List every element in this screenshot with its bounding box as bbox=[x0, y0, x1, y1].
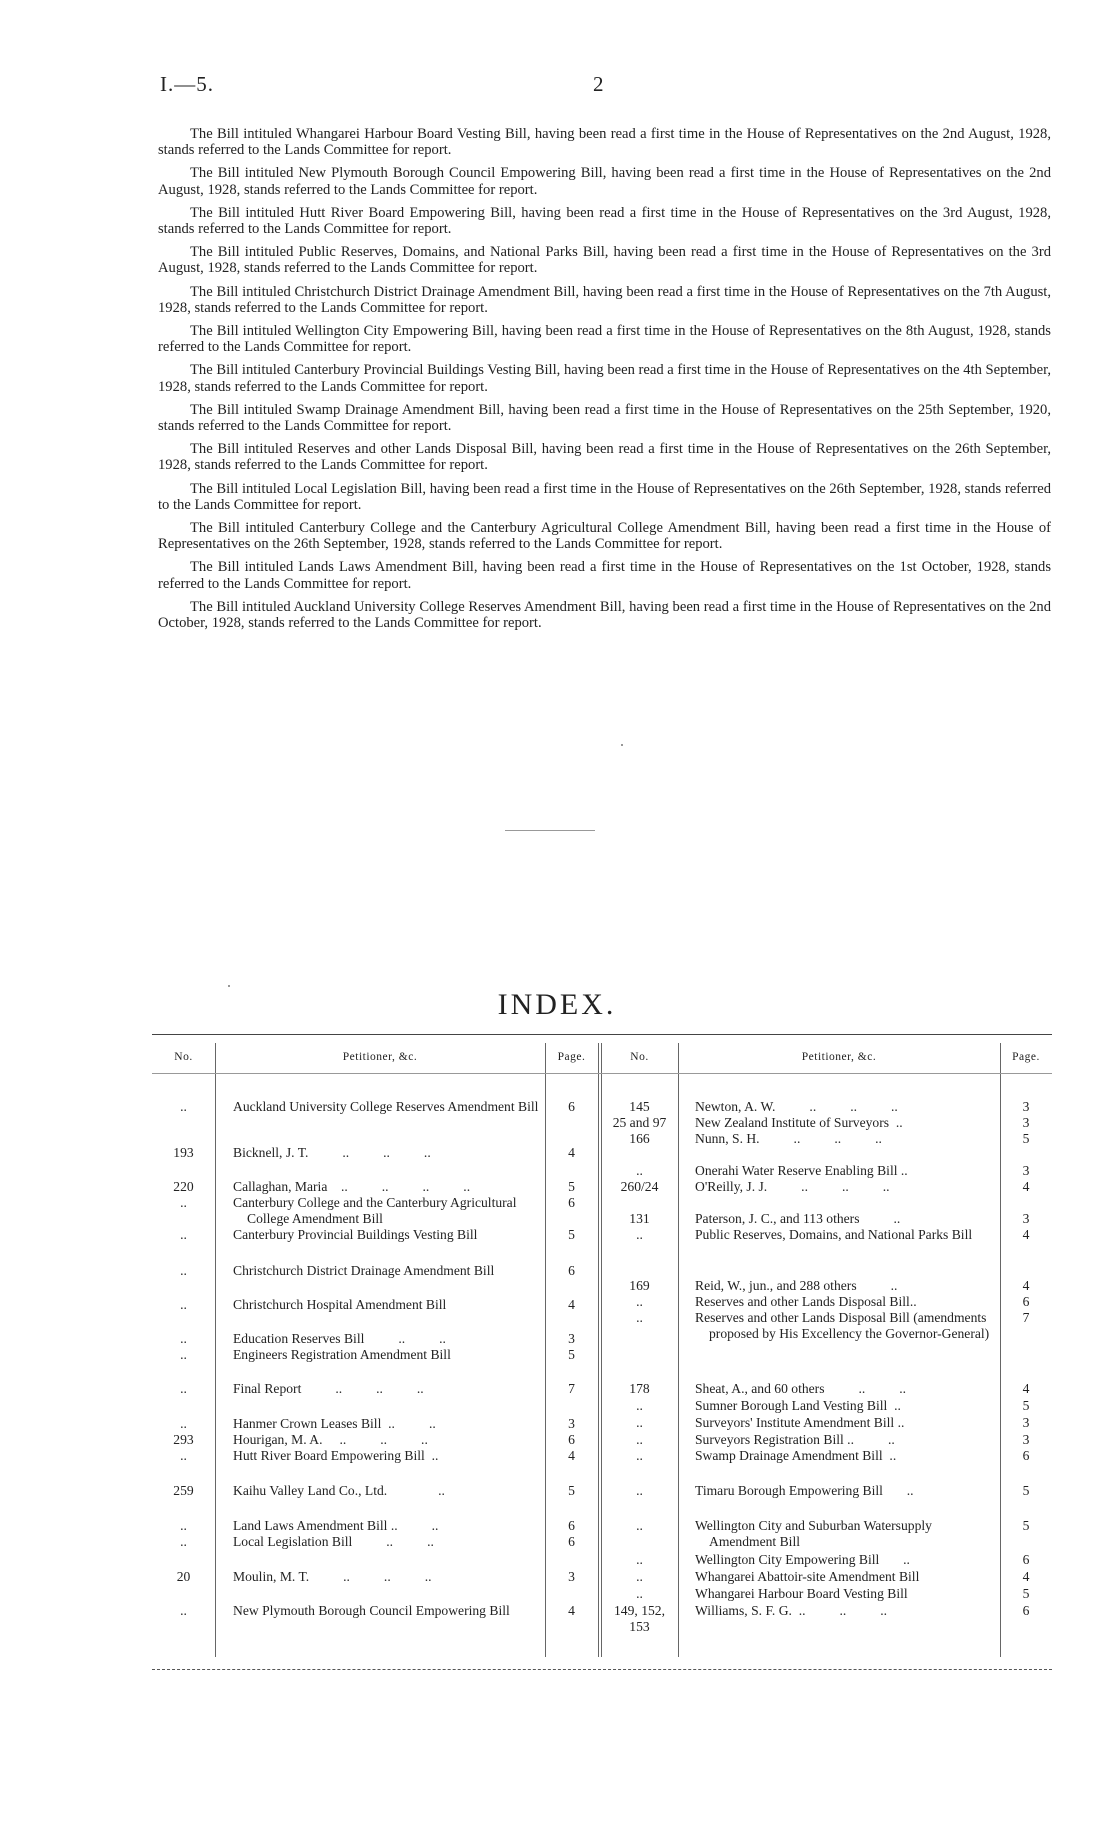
column-rule bbox=[678, 1043, 679, 1657]
entry-number: .. bbox=[636, 1518, 643, 1533]
bill-paragraph: The Bill intituled Reserves and other Lands Disposal Bill, having been read a first time in the House of Representatives on the 26th September, 1928, stands referred to the Lands Committee for report. bbox=[158, 441, 1051, 474]
entry-page: 5 bbox=[568, 1227, 575, 1242]
entry-number: .. bbox=[636, 1552, 643, 1567]
entry-petitioner: Christchurch District Drainage Amendment Bill bbox=[233, 1263, 495, 1278]
print-speck bbox=[228, 985, 230, 987]
entry-petitioner: Whangarei Abattoir-site Amendment Bill bbox=[695, 1569, 920, 1584]
entry-number: 166 bbox=[629, 1131, 650, 1146]
entry-page: 4 bbox=[568, 1297, 575, 1312]
bill-referrals bbox=[158, 126, 1051, 638]
entry-number: 293 bbox=[173, 1432, 194, 1447]
entry-number: 131 bbox=[629, 1211, 650, 1226]
entry-page: 3 bbox=[1022, 1163, 1030, 1178]
entry-number: .. bbox=[180, 1381, 187, 1396]
entry-page: 4 bbox=[1022, 1569, 1030, 1584]
entry-page: 3 bbox=[568, 1416, 575, 1431]
index-title: INDEX. bbox=[497, 988, 617, 1021]
entry-page: 4 bbox=[1022, 1278, 1030, 1293]
column-header-petitioner: Petitioner, &c. bbox=[801, 1051, 877, 1063]
bill-paragraph: The Bill intituled New Plymouth Borough Council Empowering Bill, having been read a first time in the House of Representatives on the 2nd August, 1928, stands referred to the Lands Committee for report. bbox=[158, 165, 1051, 198]
bill-paragraph: The Bill intituled Canterbury College and the Canterbury Agricultural College Amendment Bill, having been read a first time in the House of Representatives on the 26th September, 1928, stands referred to the Lands Committee for report. bbox=[158, 520, 1051, 553]
entry-page: 5 bbox=[1022, 1398, 1030, 1413]
page-header bbox=[160, 72, 960, 102]
entry-number: .. bbox=[636, 1432, 643, 1447]
header-rule bbox=[152, 1073, 1052, 1074]
entry-page: 4 bbox=[1022, 1179, 1030, 1194]
entry-page: 4 bbox=[1022, 1381, 1030, 1396]
entry-number: 178 bbox=[629, 1381, 650, 1396]
entry-number: .. bbox=[636, 1569, 643, 1584]
entry-page: 6 bbox=[568, 1518, 575, 1533]
entry-page: 5 bbox=[568, 1179, 575, 1194]
bill-paragraph: The Bill intituled Swamp Drainage Amendment Bill, having been read a first time in the House of Representatives on the 25th September, 1920, stands referred to the Lands Committee for report. bbox=[158, 401, 1051, 435]
entry-page: 6 bbox=[568, 1432, 575, 1447]
entry-page: 5 bbox=[1022, 1518, 1030, 1533]
entry-page: 3 bbox=[568, 1569, 575, 1584]
entry-page: 5 bbox=[568, 1483, 575, 1498]
entry-petitioner: Kaihu Valley Land Co., Ltd. .. bbox=[233, 1483, 445, 1498]
entry-page: 6 bbox=[1022, 1552, 1030, 1567]
entry-number: .. bbox=[180, 1534, 187, 1549]
entry-number: .. bbox=[180, 1195, 187, 1210]
entry-petitioner: Auckland University College Reserves Amendment Bill bbox=[233, 1099, 539, 1114]
print-speck bbox=[621, 744, 623, 746]
entry-petitioner: New Plymouth Borough Council Empowering Bill bbox=[233, 1603, 510, 1618]
entry-page: 3 bbox=[1022, 1432, 1030, 1447]
entry-petitioner: Nunn, S. H. .. .. .. bbox=[695, 1131, 882, 1146]
bill-paragraph: The Bill intituled Public Reserves, Domains, and National Parks Bill, having been read a first time in the House of Representatives on the 3rd August, 1928, stands referred to the Lands Committee for report. bbox=[158, 244, 1051, 277]
entry-petitioner: Callaghan, Maria .. .. .. .. bbox=[233, 1179, 471, 1194]
entry-petitioner: Education Reserves Bill .. .. bbox=[233, 1331, 446, 1346]
entry-petitioner: Newton, A. W. .. .. .. bbox=[695, 1099, 898, 1114]
entry-petitioner: Final Report .. .. .. bbox=[233, 1381, 424, 1396]
section-divider bbox=[505, 830, 595, 831]
entry-petitioner: Moulin, M. T. .. .. .. bbox=[233, 1569, 432, 1584]
entry-petitioner: Christchurch Hospital Amendment Bill bbox=[233, 1297, 447, 1312]
page-number: 2 bbox=[593, 72, 604, 96]
entry-number: .. bbox=[180, 1448, 187, 1463]
entry-page: 6 bbox=[568, 1263, 575, 1278]
entry-petitioner: Hourigan, M. A. .. .. .. bbox=[233, 1432, 428, 1447]
entry-petitioner: Surveyors' Institute Amendment Bill .. bbox=[695, 1415, 905, 1430]
entry-page: 3 bbox=[568, 1331, 575, 1346]
entry-number: .. bbox=[636, 1448, 643, 1463]
entry-page: 6 bbox=[1022, 1603, 1030, 1618]
entry-petitioner: Canterbury Provincial Buildings Vesting Bill bbox=[233, 1227, 478, 1242]
entry-page: 4 bbox=[568, 1145, 575, 1160]
entry-number: 20 bbox=[176, 1569, 191, 1584]
entry-number: 259 bbox=[173, 1483, 194, 1498]
entry-petitioner: Sheat, A., and 60 others .. .. bbox=[695, 1381, 907, 1396]
entry-number: .. bbox=[180, 1518, 187, 1533]
entry-petitioner: Reid, W., jun., and 288 others .. bbox=[695, 1278, 898, 1293]
document-reference: I.—5. bbox=[160, 72, 214, 96]
entry-number: 25 and 97 bbox=[612, 1115, 667, 1130]
entry-number: .. bbox=[180, 1099, 187, 1114]
column-rule bbox=[215, 1043, 216, 1657]
bill-paragraph: The Bill intituled Wellington City Empowering Bill, having been read a first time in the House of Representatives on the 8th August, 1928, stands referred to the Lands Committee for report. bbox=[158, 323, 1051, 356]
entry-page: 4 bbox=[1022, 1227, 1030, 1242]
entry-petitioner: Reserves and other Lands Disposal Bill.. bbox=[695, 1294, 917, 1309]
entry-page: 6 bbox=[1022, 1294, 1030, 1309]
entry-page: 5 bbox=[1022, 1483, 1030, 1498]
column-header-no: No. bbox=[174, 1051, 193, 1063]
entry-petitioner: Land Laws Amendment Bill .. .. bbox=[233, 1518, 439, 1533]
entry-number: .. bbox=[636, 1294, 643, 1309]
entry-petitioner: Bicknell, J. T. .. .. .. bbox=[233, 1145, 431, 1160]
entry-number: 260/24 bbox=[620, 1179, 659, 1194]
entry-number: .. bbox=[180, 1331, 187, 1346]
entry-petitioner: Williams, S. F. G. .. .. .. bbox=[695, 1603, 888, 1618]
entry-petitioner: New Zealand Institute of Surveyors .. bbox=[695, 1115, 903, 1130]
entry-petitioner: Timaru Borough Empowering Bill .. bbox=[695, 1483, 914, 1498]
entry-page: 7 bbox=[568, 1381, 575, 1396]
entry-petitioner: Whangarei Harbour Board Vesting Bill bbox=[695, 1586, 908, 1601]
column-rule bbox=[598, 1043, 599, 1657]
entry-petitioner: Surveyors Registration Bill .. .. bbox=[695, 1432, 895, 1447]
entry-number: 193 bbox=[173, 1145, 194, 1160]
entry-number: .. bbox=[636, 1415, 643, 1430]
column-header-petitioner: Petitioner, &c. bbox=[342, 1051, 418, 1063]
entry-petitioner: Wellington City Empowering Bill .. bbox=[695, 1552, 910, 1567]
entry-page: 5 bbox=[1022, 1131, 1030, 1146]
entry-number: .. bbox=[180, 1416, 187, 1431]
entry-petitioner: Public Reserves, Domains, and National Parks Bill bbox=[695, 1227, 973, 1242]
entry-number: .. bbox=[636, 1227, 643, 1242]
column-header-page: Page. bbox=[557, 1051, 586, 1063]
entry-petitioner: O'Reilly, J. J. .. .. .. bbox=[695, 1179, 890, 1194]
bill-paragraph: The Bill intituled Hutt River Board Empowering Bill, having been read a first time in the House of Representatives on the 3rd August, 1928, stands referred to the Lands Committee for report. bbox=[158, 204, 1051, 238]
entry-number: .. bbox=[180, 1263, 187, 1278]
entry-page: 7 bbox=[1022, 1310, 1030, 1325]
bill-paragraph: The Bill intituled Christchurch District Drainage Amendment Bill, having been read a first time in the House of Representatives on the 7th August, 1928, stands referred to the Lands Committee for report. bbox=[158, 283, 1051, 316]
entry-page: 5 bbox=[1022, 1586, 1030, 1601]
entry-petitioner: Swamp Drainage Amendment Bill .. bbox=[695, 1448, 897, 1463]
entry-page: 5 bbox=[568, 1347, 575, 1362]
entry-page: 3 bbox=[1022, 1415, 1030, 1430]
entry-number: .. bbox=[636, 1483, 643, 1498]
entry-number: .. bbox=[180, 1347, 187, 1362]
entry-page: 3 bbox=[1022, 1211, 1030, 1226]
column-header-no: No. bbox=[630, 1051, 649, 1063]
entry-number: 145 bbox=[629, 1099, 650, 1114]
entry-number: .. bbox=[180, 1603, 187, 1618]
entry-petitioner: Reserves and other Lands Disposal Bill (amendments proposed by His Excellency the Governor-General) bbox=[695, 1310, 990, 1341]
entry-number: .. bbox=[636, 1586, 643, 1601]
entry-petitioner: Paterson, J. C., and 113 others .. bbox=[695, 1211, 901, 1226]
entry-page: 3 bbox=[1022, 1099, 1030, 1114]
entry-number: 149, 152, 153 bbox=[614, 1603, 665, 1634]
bill-paragraph: The Bill intituled Canterbury Provincial Buildings Vesting Bill, having been read a first time in the House of Representatives on the 4th September, 1928, stands referred to the Lands Committee for report. bbox=[158, 362, 1051, 395]
entry-petitioner: Sumner Borough Land Vesting Bill .. bbox=[695, 1398, 901, 1413]
entry-page: 6 bbox=[568, 1534, 575, 1549]
entry-page: 6 bbox=[1022, 1448, 1030, 1463]
entry-petitioner: Engineers Registration Amendment Bill bbox=[233, 1347, 451, 1362]
index-table bbox=[152, 1034, 1052, 1670]
entry-page: 4 bbox=[568, 1448, 575, 1463]
entry-number: .. bbox=[636, 1398, 643, 1413]
entry-petitioner: Canterbury College and the Canterbury Agricultural College Amendment Bill bbox=[233, 1195, 517, 1226]
entry-page: 6 bbox=[568, 1099, 575, 1114]
entry-petitioner: Onerahi Water Reserve Enabling Bill .. bbox=[695, 1163, 908, 1178]
entry-number: .. bbox=[180, 1297, 187, 1312]
entry-number: .. bbox=[636, 1310, 643, 1325]
bill-paragraph: The Bill intituled Whangarei Harbour Board Vesting Bill, having been read a first time in the House of Representatives on the 2nd August, 1928, stands referred to the Lands Committee for report. bbox=[158, 126, 1051, 159]
entry-petitioner: Hutt River Board Empowering Bill .. bbox=[233, 1448, 439, 1463]
bill-paragraph: The Bill intituled Auckland University College Reserves Amendment Bill, having been read a first time in the House of Representatives on the 2nd October, 1928, stands referred to the Lands Committee for report. bbox=[158, 598, 1051, 632]
entry-page: 4 bbox=[568, 1603, 575, 1618]
entry-number: .. bbox=[636, 1163, 643, 1178]
entry-petitioner: Local Legislation Bill .. .. bbox=[233, 1534, 434, 1549]
entry-petitioner: Wellington City and Suburban Watersupply Amendment Bill bbox=[695, 1518, 932, 1549]
entry-petitioner: Hanmer Crown Leases Bill .. .. bbox=[233, 1416, 436, 1431]
entry-number: .. bbox=[180, 1227, 187, 1242]
entry-number: 169 bbox=[629, 1278, 650, 1293]
column-header-page: Page. bbox=[1012, 1051, 1040, 1063]
bill-paragraph: The Bill intituled Local Legislation Bill, having been read a first time in the House of Representatives on the 26th September, 1928, stands referred to the Lands Committee for report. bbox=[158, 480, 1051, 513]
entry-page: 3 bbox=[1022, 1115, 1030, 1130]
bill-paragraph: The Bill intituled Lands Laws Amendment Bill, having been read a first time in the House of Representatives on the 1st October, 1928, stands referred to the Lands Committee for report. bbox=[158, 559, 1051, 592]
entry-number: 220 bbox=[173, 1179, 194, 1194]
entry-page: 6 bbox=[568, 1195, 575, 1210]
